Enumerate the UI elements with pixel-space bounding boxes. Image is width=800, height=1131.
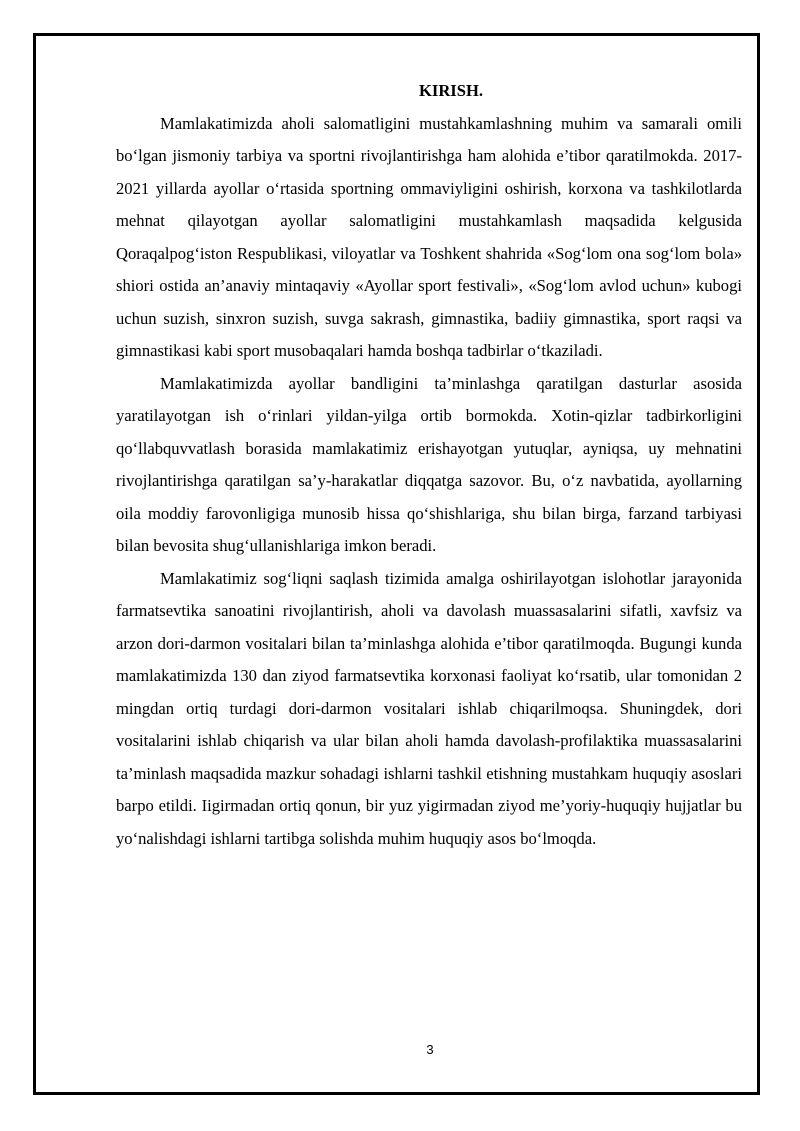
document-body (116, 75, 742, 855)
paragraph-3: Mamlakatimiz sog‘liqni saqlash tizimida amalga oshirilayotgan islohotlar jarayonida farmatsevtika sanoatini rivojlantirish, aholi va davolash muassasalarini sifatli, xavfsiz va arzon dori-darmon vositalari bilan ta’minlashga alohida e’tibor qaratilmoqda. Bugungi kunda mamlakatimizda 130 dan ziyod farmatsevtika korxonasi faoliyat ko‘rsatib, ular tomonidan 2 mingdan ortiq turdagi dori-darmon vositalari ishlab chiqarilmoqsa. Shuningdek, dori vositalarini ishlab chiqarish va ular bilan aholi hamda davolash-profilaktika muassasalarini ta’minlash maqsadida mazkur sohadagi ishlarni tashkil etishning mustahkam huquqiy asoslari barpo etildi. Iigirmadan ortiq qonun, bir yuz yigirmadan ziyod me’yoriy-huquqiy hujjatlar bu yo‘nalishdagi ishlarni tartibga solishda muhim huquqiy asos bo‘lmoqda. (116, 568, 742, 848)
page-number: 3 (426, 1042, 434, 1057)
section-heading: KIRISH. (418, 81, 484, 100)
paragraph-1: Mamlakatimizda aholi salomatligini mustahkamlashning muhim va samarali omili bo‘lgan jismoniy tarbiya va sportni rivojlantirishga ham alohida e’tibor qaratilmokda. 2017-2021 yillarda ayollar o‘rtasida sportning ommaviyligini oshirish, korxona va tashkilotlarda mehnat qilayotgan ayollar salomatligini mustahkamlash maqsadida kelgusida Qoraqalpog‘iston Respublikasi, viloyatlar va Toshkent shahrida «Sog‘lom ona sog‘lom bola» shiori ostida an’anaviy mintaqaviy «Ayollar sport festivali», «Sog‘lom avlod uchun» kubogi uchun suzish, sinxron suzish, suvga sakrash, gimnastika, badiiy gimnastika, sport raqsi va gimnastikasi kabi sport musobaqalari hamda boshqa tadbirlar o‘tkaziladi. (116, 113, 742, 360)
paragraph-2: Mamlakatimizda ayollar bandligini ta’minlashga qaratilgan dasturlar asosida yaratilayotgan ish o‘rinlari yildan-yilga ortib bormokda. Xotin-qizlar tadbirkorligini qo‘llabquvvatlash borasida mamlakatimiz erishayotgan yutuqlar, ayniqsa, uy mehnatini rivojlantirishga qaratilgan sa’y-harakatlar diqqatga sazovor. Bu, o‘z navbatida, ayollarning oila moddiy farovonligiga munosib hissa qo‘shishlariga, shu bilan birga, farzand tarbiyasi bilan bevosita shug‘ullanishlariga imkon beradi. (116, 373, 742, 555)
